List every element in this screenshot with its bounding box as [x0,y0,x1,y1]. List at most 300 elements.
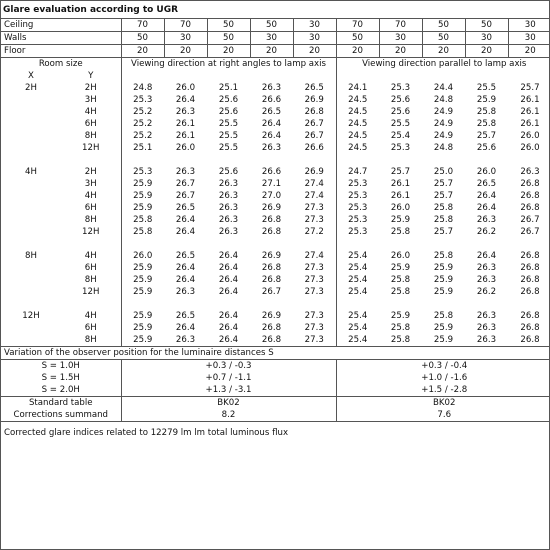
variation-perpendicular: +0.7 / -1.1 [121,372,336,384]
ugr-value-parallel: 25.7 [476,131,497,141]
ugr-value-parallel: 26.3 [476,323,497,333]
variation-parallel: +0.3 / -0.4 [336,360,550,373]
ugr-value-parallel: 25.9 [433,275,454,285]
reflectance-value: 30 [465,32,508,45]
ugr-value-perpendicular: 25.6 [218,167,239,177]
reflectance-value: 20 [379,45,422,58]
footer-note: Corrected glare indices related to 12279 lm lm total luminous flux [4,428,289,438]
room-x [1,94,61,106]
room-x [1,262,61,274]
ugr-value-parallel: 25.7 [520,83,540,93]
reflectance-value: 50 [422,19,465,32]
room-x [1,190,61,202]
room-x: 8H [25,251,37,261]
reflectance-label: Ceiling [1,19,121,32]
reflectance-value: 30 [164,32,207,45]
ugr-value-parallel: 26.8 [520,287,540,297]
reflectance-value: 20 [422,45,465,58]
ugr-value-perpendicular: 27.3 [304,263,324,273]
room-size-label: Room size [38,59,83,69]
reflectance-value: 20 [508,45,550,58]
ugr-value-perpendicular: 26.9 [304,95,324,105]
ugr-value-perpendicular: 25.8 [121,226,164,238]
reflectance-value: 20 [336,45,379,58]
ugr-value-parallel: 25.4 [336,310,379,322]
parallel-spacer [336,70,550,82]
ugr-value-perpendicular: 26.4 [218,287,239,297]
ugr-value-perpendicular: 25.9 [121,286,164,298]
table-row [1,94,550,106]
ugr-value-parallel: 26.8 [520,335,540,345]
ugr-value-parallel: 25.9 [476,95,497,105]
corrections-perpendicular: 8.2 [121,409,336,422]
ugr-value-parallel: 25.3 [336,202,379,214]
ugr-value-perpendicular: 27.0 [261,191,282,201]
room-y: 4H [84,251,97,261]
ugr-value-perpendicular: 26.8 [261,263,282,273]
ugr-value-perpendicular: 26.0 [121,250,164,262]
ugr-value-perpendicular: 25.5 [218,131,239,141]
group-gap [1,298,550,310]
ugr-value-parallel: 26.8 [520,191,540,201]
ugr-value-parallel: 25.9 [390,263,411,273]
ugr-value-perpendicular: 26.6 [261,95,282,105]
ugr-value-parallel: 26.8 [520,323,540,333]
ugr-value-parallel: 25.6 [390,95,411,105]
ugr-value-parallel: 25.9 [390,311,411,321]
ugr-value-perpendicular: 26.3 [218,203,239,213]
ugr-value-perpendicular: 26.1 [175,131,196,141]
room-x: 12H [22,311,40,321]
ugr-value-parallel: 24.9 [433,107,454,117]
room-x [1,178,61,190]
reflectance-value: 70 [379,19,422,32]
ugr-value-parallel: 26.8 [520,263,540,273]
reflectance-row [1,19,550,32]
ugr-value-parallel: 26.3 [476,275,497,285]
ugr-value-parallel: 25.4 [390,131,411,141]
ugr-value-parallel: 24.4 [433,83,454,93]
ugr-value-parallel: 24.9 [433,131,454,141]
ugr-value-perpendicular: 27.4 [304,191,324,201]
ugr-value-parallel: 26.8 [520,203,540,213]
ugr-value-parallel: 26.0 [476,167,497,177]
ugr-value-perpendicular: 26.5 [261,107,282,117]
ugr-value-perpendicular: 25.6 [218,95,239,105]
ugr-table-body [1,1,550,426]
ugr-value-perpendicular: 26.4 [261,131,282,141]
reflectance-value: 30 [293,32,336,45]
ugr-value-parallel: 26.7 [520,215,540,225]
room-x [1,226,61,238]
ugr-value-parallel: 25.9 [433,323,454,333]
ugr-value-parallel: 26.0 [390,251,411,261]
room-x [1,322,61,334]
ugr-value-parallel: 25.7 [390,167,411,177]
ugr-value-parallel: 26.8 [520,275,540,285]
ugr-value-parallel: 26.1 [390,191,411,201]
ugr-value-parallel: 25.5 [476,83,497,93]
ugr-value-perpendicular: 26.7 [175,191,196,201]
room-x: 2H [25,83,37,93]
room-y: 2H [84,83,97,93]
ugr-value-perpendicular: 26.5 [304,83,324,93]
ugr-value-perpendicular: 26.4 [261,119,282,129]
ugr-value-perpendicular: 26.8 [261,227,282,237]
ugr-value-parallel: 24.8 [433,95,454,105]
ugr-value-parallel: 25.4 [336,322,379,334]
ugr-value-parallel: 26.3 [476,311,497,321]
room-y: 8H [84,335,97,345]
ugr-value-perpendicular: 26.4 [218,311,239,321]
ugr-value-parallel: 24.5 [336,106,379,118]
parallel-direction-label: Viewing direction parallel to lamp axis [336,58,550,71]
ugr-value-perpendicular: 25.9 [121,310,164,322]
table-row [1,166,550,178]
variation-perpendicular: +1.3 / -3.1 [121,384,336,397]
room-y: 8H [84,275,97,285]
table-row [1,82,550,94]
reflectance-value: 20 [293,45,336,58]
room-y: 8H [84,131,97,141]
ugr-value-perpendicular: 25.3 [121,94,164,106]
ugr-value-parallel: 25.8 [433,311,454,321]
ugr-value-perpendicular: 26.3 [175,335,196,345]
ugr-value-parallel: 26.1 [390,179,411,189]
reflectance-value: 50 [121,32,164,45]
ugr-value-parallel: 26.8 [520,251,540,261]
ugr-value-parallel: 26.0 [390,203,411,213]
ugr-value-perpendicular: 26.3 [261,143,282,153]
table-row [1,214,550,226]
room-y: 6H [84,323,97,333]
table-row [1,310,550,322]
corrections-row [1,409,550,422]
room-y: 12H [82,143,100,153]
ugr-value-parallel: 26.3 [476,263,497,273]
room-y: 3H [84,179,97,189]
room-y: 6H [84,119,97,129]
room-y: 2H [84,167,97,177]
room-x [1,118,61,130]
ugr-value-perpendicular: 26.3 [218,179,239,189]
ugr-value-perpendicular: 27.3 [304,311,324,321]
standard-table-label: Standard table [1,397,121,410]
ugr-value-parallel: 25.8 [390,287,411,297]
ugr-value-perpendicular: 26.9 [304,167,324,177]
ugr-value-perpendicular: 26.8 [304,107,324,117]
reflectance-row [1,32,550,45]
ugr-value-perpendicular: 25.9 [121,178,164,190]
ugr-value-perpendicular: 26.7 [261,287,282,297]
room-x [1,106,61,118]
group-gap [1,154,550,166]
table-row [1,202,550,214]
ugr-value-perpendicular: 25.8 [121,214,164,226]
ugr-value-perpendicular: 27.3 [304,335,324,345]
table-row [1,178,550,190]
reflectance-value: 50 [422,32,465,45]
ugr-value-parallel: 24.5 [336,118,379,130]
ugr-value-perpendicular: 26.3 [218,215,239,225]
perpendicular-direction-label: Viewing direction at right angles to lamp axis [121,58,336,71]
ugr-value-perpendicular: 26.9 [261,251,282,261]
ugr-value-perpendicular: 26.9 [261,311,282,321]
room-y: 3H [84,95,97,105]
ugr-value-perpendicular: 26.1 [175,119,196,129]
ugr-value-perpendicular: 26.6 [304,143,324,153]
ugr-value-parallel: 24.5 [336,142,379,154]
ugr-value-parallel: 26.2 [476,287,497,297]
room-y: 4H [84,311,97,321]
variation-parallel: +1.0 / -1.6 [336,372,550,384]
ugr-value-parallel: 25.4 [336,286,379,298]
room-x: 4H [25,167,37,177]
ugr-value-perpendicular: 26.8 [261,335,282,345]
group-gap [1,238,550,250]
ugr-value-parallel: 24.9 [433,119,454,129]
ugr-value-perpendicular: 24.8 [121,82,164,94]
room-x [1,202,61,214]
reflectance-value: 50 [465,19,508,32]
ugr-value-parallel: 24.1 [336,82,379,94]
room-size-header-row [1,58,550,71]
room-y: 6H [84,203,97,213]
ugr-value-perpendicular: 26.9 [261,203,282,213]
reflectance-value: 70 [336,19,379,32]
ugr-value-parallel: 26.5 [476,179,497,189]
reflectance-value: 50 [250,19,293,32]
ugr-value-parallel: 26.2 [476,227,497,237]
ugr-value-perpendicular: 26.4 [175,323,196,333]
reflectance-value: 30 [250,32,293,45]
room-x [1,286,61,298]
reflectance-value: 20 [207,45,250,58]
ugr-value-parallel: 26.4 [476,251,497,261]
ugr-value-perpendicular: 26.7 [175,179,196,189]
reflectance-value: 20 [121,45,164,58]
ugr-value-parallel: 25.3 [390,83,411,93]
ugr-value-perpendicular: 27.2 [304,227,324,237]
corrections-parallel: 7.6 [336,409,550,422]
ugr-value-parallel: 25.4 [336,250,379,262]
ugr-value-perpendicular: 26.3 [175,167,196,177]
table-row [1,226,550,238]
corrections-label: Corrections summand [13,410,108,420]
ugr-value-parallel: 25.8 [476,107,497,117]
table-row [1,250,550,262]
ugr-value-parallel: 25.9 [390,215,411,225]
reflectance-label: Walls [1,32,121,45]
ugr-value-perpendicular: 27.1 [261,179,282,189]
ugr-value-parallel: 25.8 [476,119,497,129]
ugr-value-parallel: 24.5 [336,130,379,142]
ugr-value-perpendicular: 25.9 [121,322,164,334]
ugr-value-perpendicular: 26.6 [261,167,282,177]
ugr-value-perpendicular: 25.5 [218,119,239,129]
ugr-value-parallel: 25.5 [390,119,411,129]
ugr-value-perpendicular: 26.5 [175,311,196,321]
ugr-value-perpendicular: 26.4 [175,227,196,237]
reflectance-value: 50 [207,32,250,45]
ugr-value-parallel: 25.4 [336,262,379,274]
ugr-value-parallel: 25.7 [433,191,454,201]
ugr-value-perpendicular: 26.7 [304,119,324,129]
ugr-value-perpendicular: 26.4 [218,323,239,333]
ugr-value-perpendicular: 26.4 [175,95,196,105]
ugr-value-parallel: 26.1 [520,107,540,117]
ugr-value-parallel: 25.4 [336,274,379,286]
table-row [1,118,550,130]
ugr-value-perpendicular: 26.5 [175,251,196,261]
ugr-value-parallel: 26.4 [476,191,497,201]
table-row [1,262,550,274]
ugr-value-perpendicular: 25.9 [121,190,164,202]
ugr-value-parallel: 25.8 [390,227,411,237]
room-x [1,130,61,142]
ugr-value-parallel: 26.3 [476,335,497,345]
ugr-value-parallel: 25.9 [433,287,454,297]
ugr-value-perpendicular: 26.4 [175,215,196,225]
ugr-value-parallel: 24.5 [336,94,379,106]
ugr-value-perpendicular: 27.4 [304,179,324,189]
reflectance-value: 20 [164,45,207,58]
ugr-value-parallel: 25.9 [433,335,454,345]
ugr-value-parallel: 26.7 [520,227,540,237]
room-y: 4H [84,191,97,201]
ugr-value-perpendicular: 25.1 [218,83,239,93]
ugr-value-perpendicular: 27.3 [304,275,324,285]
ugr-value-parallel: 25.3 [336,178,379,190]
ugr-value-parallel: 25.3 [336,226,379,238]
room-x [1,142,61,154]
ugr-value-parallel: 25.3 [390,143,411,153]
ugr-value-perpendicular: 26.3 [218,191,239,201]
ugr-value-parallel: 25.7 [433,179,454,189]
reflectance-value: 20 [465,45,508,58]
table-row [1,274,550,286]
ugr-value-perpendicular: 26.4 [218,275,239,285]
reflectance-row [1,45,550,58]
reflectance-value: 30 [508,32,550,45]
ugr-value-perpendicular: 26.8 [261,323,282,333]
ugr-value-parallel: 25.6 [390,107,411,117]
ugr-value-perpendicular: 26.4 [175,263,196,273]
ugr-value-perpendicular: 26.4 [218,263,239,273]
ugr-value-parallel: 25.6 [476,143,497,153]
ugr-value-perpendicular: 25.9 [121,274,164,286]
reflectance-value: 30 [379,32,422,45]
ugr-value-parallel: 26.1 [520,119,540,129]
room-x [1,214,61,226]
reflectance-value: 20 [250,45,293,58]
ugr-table [1,1,550,426]
ugr-value-perpendicular: 26.8 [261,215,282,225]
reflectance-value: 50 [336,32,379,45]
perpendicular-spacer [121,70,336,82]
ugr-value-parallel: 25.8 [390,323,411,333]
x-label: X [28,71,34,81]
ugr-value-parallel: 26.3 [476,215,497,225]
xy-header-row [1,70,550,82]
ugr-value-parallel: 25.3 [336,214,379,226]
variation-header-row [1,347,550,360]
ugr-value-perpendicular: 27.3 [304,323,324,333]
table-row [1,106,550,118]
ugr-value-parallel: 26.0 [520,131,540,141]
reflectance-value: 30 [508,19,550,32]
ugr-value-parallel: 26.3 [520,167,540,177]
ugr-value-perpendicular: 25.9 [121,334,164,347]
ugr-value-parallel: 26.8 [520,179,540,189]
variation-parallel: +1.5 / -2.8 [336,384,550,397]
ugr-value-perpendicular: 25.9 [121,202,164,214]
ugr-value-parallel: 25.8 [433,203,454,213]
ugr-value-perpendicular: 26.0 [175,143,196,153]
room-y: 4H [84,107,97,117]
ugr-value-perpendicular: 27.3 [304,203,324,213]
ugr-value-parallel: 25.8 [390,275,411,285]
room-y: 12H [82,227,100,237]
ugr-value-perpendicular: 26.4 [218,251,239,261]
ugr-value-parallel: 24.8 [433,143,454,153]
table-title: Glare evaluation according to UGR [1,1,550,19]
room-y: 6H [84,263,97,273]
table-row [1,322,550,334]
ugr-value-parallel: 25.7 [433,227,454,237]
ugr-value-perpendicular: 26.3 [175,107,196,117]
ugr-value-parallel: 25.9 [433,263,454,273]
variation-label: Variation of the observer position for the luminaire distances S [1,347,550,360]
variation-row [1,384,550,397]
ugr-value-perpendicular: 26.3 [218,227,239,237]
variation-distance: S = 2.0H [41,385,80,395]
ugr-value-parallel: 25.8 [433,215,454,225]
ugr-value-parallel: 26.0 [520,143,540,153]
reflectance-value: 70 [121,19,164,32]
standard-table-parallel: BK02 [336,397,550,410]
standard-table-perpendicular: BK02 [121,397,336,410]
table-row [1,130,550,142]
ugr-value-parallel: 25.0 [433,167,454,177]
ugr-value-parallel: 26.8 [520,311,540,321]
ugr-value-perpendicular: 25.2 [121,106,164,118]
ugr-value-perpendicular: 26.0 [175,83,196,93]
ugr-value-perpendicular: 26.4 [218,335,239,345]
ugr-value-parallel: 26.4 [476,203,497,213]
ugr-value-perpendicular: 25.1 [121,142,164,154]
reflectance-value: 70 [164,19,207,32]
y-label: Y [88,71,94,81]
variation-perpendicular: +0.3 / -0.3 [121,360,336,373]
ugr-value-perpendicular: 25.2 [121,118,164,130]
ugr-value-perpendicular: 26.4 [175,275,196,285]
ugr-value-perpendicular: 26.3 [175,287,196,297]
reflectance-label: Floor [1,45,121,58]
ugr-value-parallel: 25.3 [336,190,379,202]
ugr-value-perpendicular: 27.4 [304,251,324,261]
reflectance-value: 50 [207,19,250,32]
variation-row [1,360,550,373]
ugr-value-perpendicular: 27.3 [304,215,324,225]
ugr-value-parallel: 26.1 [520,95,540,105]
ugr-value-parallel: 25.8 [433,251,454,261]
table-row [1,334,550,347]
ugr-value-perpendicular: 25.6 [218,107,239,117]
reflectance-value: 30 [293,19,336,32]
room-x [1,334,61,347]
ugr-value-perpendicular: 27.3 [304,287,324,297]
